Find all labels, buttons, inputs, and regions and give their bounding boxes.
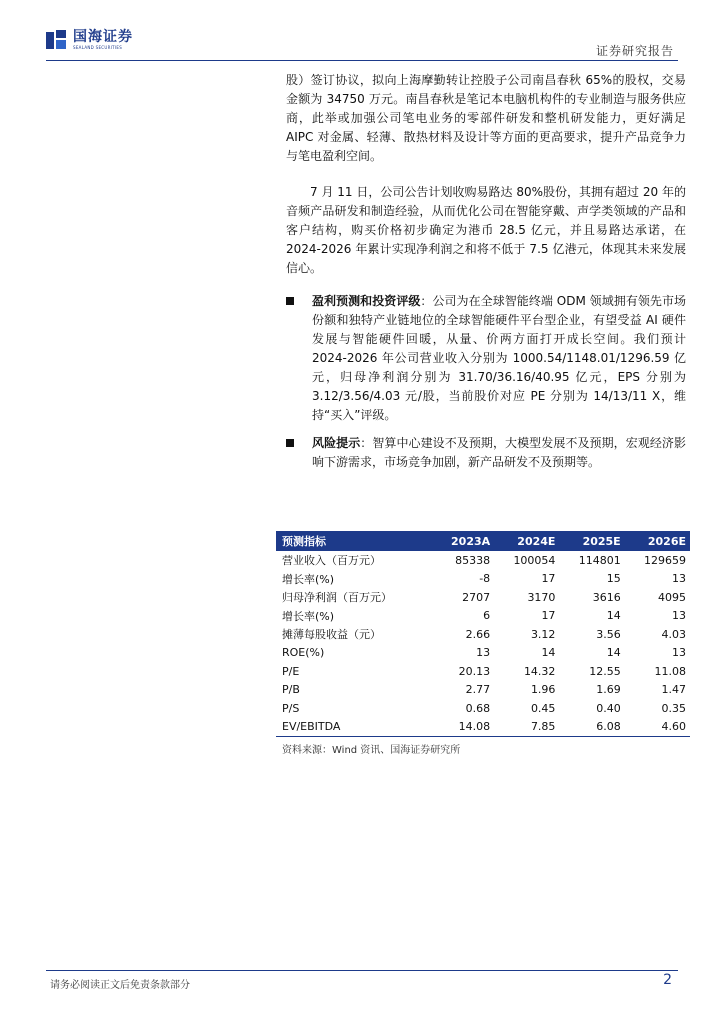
table-header-cell: 2025E <box>559 531 624 551</box>
header-divider <box>46 60 678 61</box>
bullet-square-icon <box>286 439 294 447</box>
table-cell: 7.85 <box>494 718 559 737</box>
table-cell: 14.32 <box>523 664 556 678</box>
bullet-risk-warning <box>286 434 686 472</box>
forecast-table-section <box>276 531 690 756</box>
paragraph-2: 7 月 11 日，公司公告计划收购易路达 80%股份，其拥有超过 20 年的音频产品研发和制造经验，从而优化公司在智能穿戴、声学类领域的产品和客户结构，购买价格初步确定为港币 28.5 亿元，并且易路达承诺，在 2024-2026 年累计实现净利润之和将不低于 7.5 亿港元，体现其未来发展信心。 <box>286 185 686 275</box>
table-cell: 1.47 <box>661 683 686 697</box>
table-cell: 4.60 <box>625 718 690 737</box>
table-cell: P/S <box>282 701 300 715</box>
table-row <box>276 570 690 589</box>
table-cell: 14.08 <box>433 718 495 737</box>
table-cell: 营业收入（百万元） <box>282 554 381 568</box>
table-cell: 归母净利润（百万元） <box>282 591 392 605</box>
bullet-heading: 盈利预测和投资评级 <box>312 294 421 308</box>
table-cell: 4095 <box>658 590 686 604</box>
table-cell: 11.08 <box>654 664 686 678</box>
table-cell: 15 <box>606 572 621 586</box>
table-row <box>276 588 690 607</box>
table-row <box>276 699 690 718</box>
table-cell: 100054 <box>513 553 556 567</box>
table-cell: 1.96 <box>530 683 556 697</box>
table-cell: 摊薄每股收益（元） <box>282 628 381 642</box>
table-header-cell: 2024E <box>494 531 559 551</box>
table-cell: 3170 <box>527 590 556 604</box>
table-row <box>276 625 690 644</box>
table-cell: 14 <box>541 646 556 660</box>
table-cell: 3.56 <box>596 627 621 641</box>
table-cell: 14 <box>606 646 621 660</box>
table-header-cell: 预测指标 <box>276 531 433 551</box>
table-cell: ROE(%) <box>282 646 325 660</box>
table-cell: 0.40 <box>596 701 621 715</box>
page-header <box>0 0 724 62</box>
table-cell: 2.77 <box>465 683 491 697</box>
table-cell: 13 <box>672 646 686 660</box>
footer-disclaimer: 请务必阅读正文后免责条款部分 <box>50 980 190 991</box>
table-cell: 17 <box>541 572 556 586</box>
table-cell: 2707 <box>462 590 491 604</box>
table-cell: 6 <box>483 609 491 623</box>
table-cell: 13 <box>476 646 491 660</box>
table-cell: 0.45 <box>530 701 556 715</box>
table-row <box>276 681 690 700</box>
logo-chinese-name: 国海证券 <box>73 29 133 45</box>
table-cell: 增长率(%) <box>282 572 335 586</box>
table-cell: 0.68 <box>465 701 491 715</box>
table-cell: 14 <box>606 609 621 623</box>
bullet-body: ：公司为在全球智能终端 ODM 领域拥有领先市场份额和独特产业链地位的全球智能硬件平台型企业，有望受益 AI 硬件发展与智能硬件回暖，从量、价两方面打开成长空间。我们预计 2024-2026 年公司营业收入分别为 1000.54/1148.01/1296.59 亿元，归母净利润分别为 31.70/36.16/40.95 亿元，EPS 分别为 3.12/3.56/4.03 元/股，当前股价对应 PE 分别为 14/13/11 X，维持“买入”评级。 <box>312 294 686 422</box>
table-row <box>276 718 690 737</box>
table-header-cell: 2026E <box>625 531 690 551</box>
table-cell: 3616 <box>592 590 621 604</box>
table-cell: 3.12 <box>530 627 556 641</box>
table-header-row <box>276 531 690 551</box>
company-logo <box>46 30 133 50</box>
table-cell: 12.55 <box>589 664 621 678</box>
table-cell: P/E <box>282 664 300 678</box>
bullet-earnings-forecast <box>286 292 686 425</box>
table-cell: 114801 <box>578 553 621 567</box>
table-cell: -8 <box>479 572 491 586</box>
table-cell: 6.08 <box>559 718 624 737</box>
forecast-table <box>276 531 690 737</box>
table-cell: 1.69 <box>596 683 621 697</box>
table-cell: 129659 <box>644 553 686 567</box>
table-header-cell: 2023A <box>433 531 495 551</box>
bullet-body: ：智算中心建设不及预期，大模型发展不及预期，宏观经济影响下游需求，市场竞争加剧，新产品研发不及预期等。 <box>312 436 686 469</box>
footer-divider <box>46 970 678 971</box>
table-cell: EV/EBITDA <box>276 718 433 737</box>
logo-mark-icon <box>46 30 68 50</box>
bullet-heading: 风险提示 <box>312 436 361 450</box>
table-row <box>276 607 690 626</box>
table-cell: 13 <box>672 609 686 623</box>
table-cell: 0.35 <box>661 701 686 715</box>
table-row <box>276 662 690 681</box>
table-source-note: 资料来源：Wind 资讯、国海证券研究所 <box>282 745 461 756</box>
table-cell: 4.03 <box>661 627 686 641</box>
table-cell: 2.66 <box>465 627 491 641</box>
table-cell: 增长率(%) <box>282 609 335 623</box>
table-cell: P/B <box>282 683 300 697</box>
table-cell: 13 <box>672 572 686 586</box>
logo-english-name: SEALAND SECURITIES <box>73 45 123 50</box>
table-cell: 17 <box>541 609 556 623</box>
table-row <box>276 551 690 570</box>
page-number: 2 <box>663 972 672 988</box>
paragraph-1: 股）签订协议，拟向上海摩勤转让控股子公司南昌春秋 65%的股权，交易金额为 34750 万元。南昌春秋是笔记本电脑机构件的专业制造与服务供应商，此举或加强公司笔电业务的零部件研发和整机研发能力，更好满足 AIPC 对金属、轻薄、散热材料及设计等方面的更高要求，提升产品竞争力与笔电盈利空间。 <box>286 73 686 163</box>
report-type-label: 证券研究报告 <box>595 44 674 58</box>
table-cell: 85338 <box>455 553 491 567</box>
table-cell: 20.13 <box>458 664 491 678</box>
bullet-square-icon <box>286 297 294 305</box>
table-row <box>276 644 690 663</box>
